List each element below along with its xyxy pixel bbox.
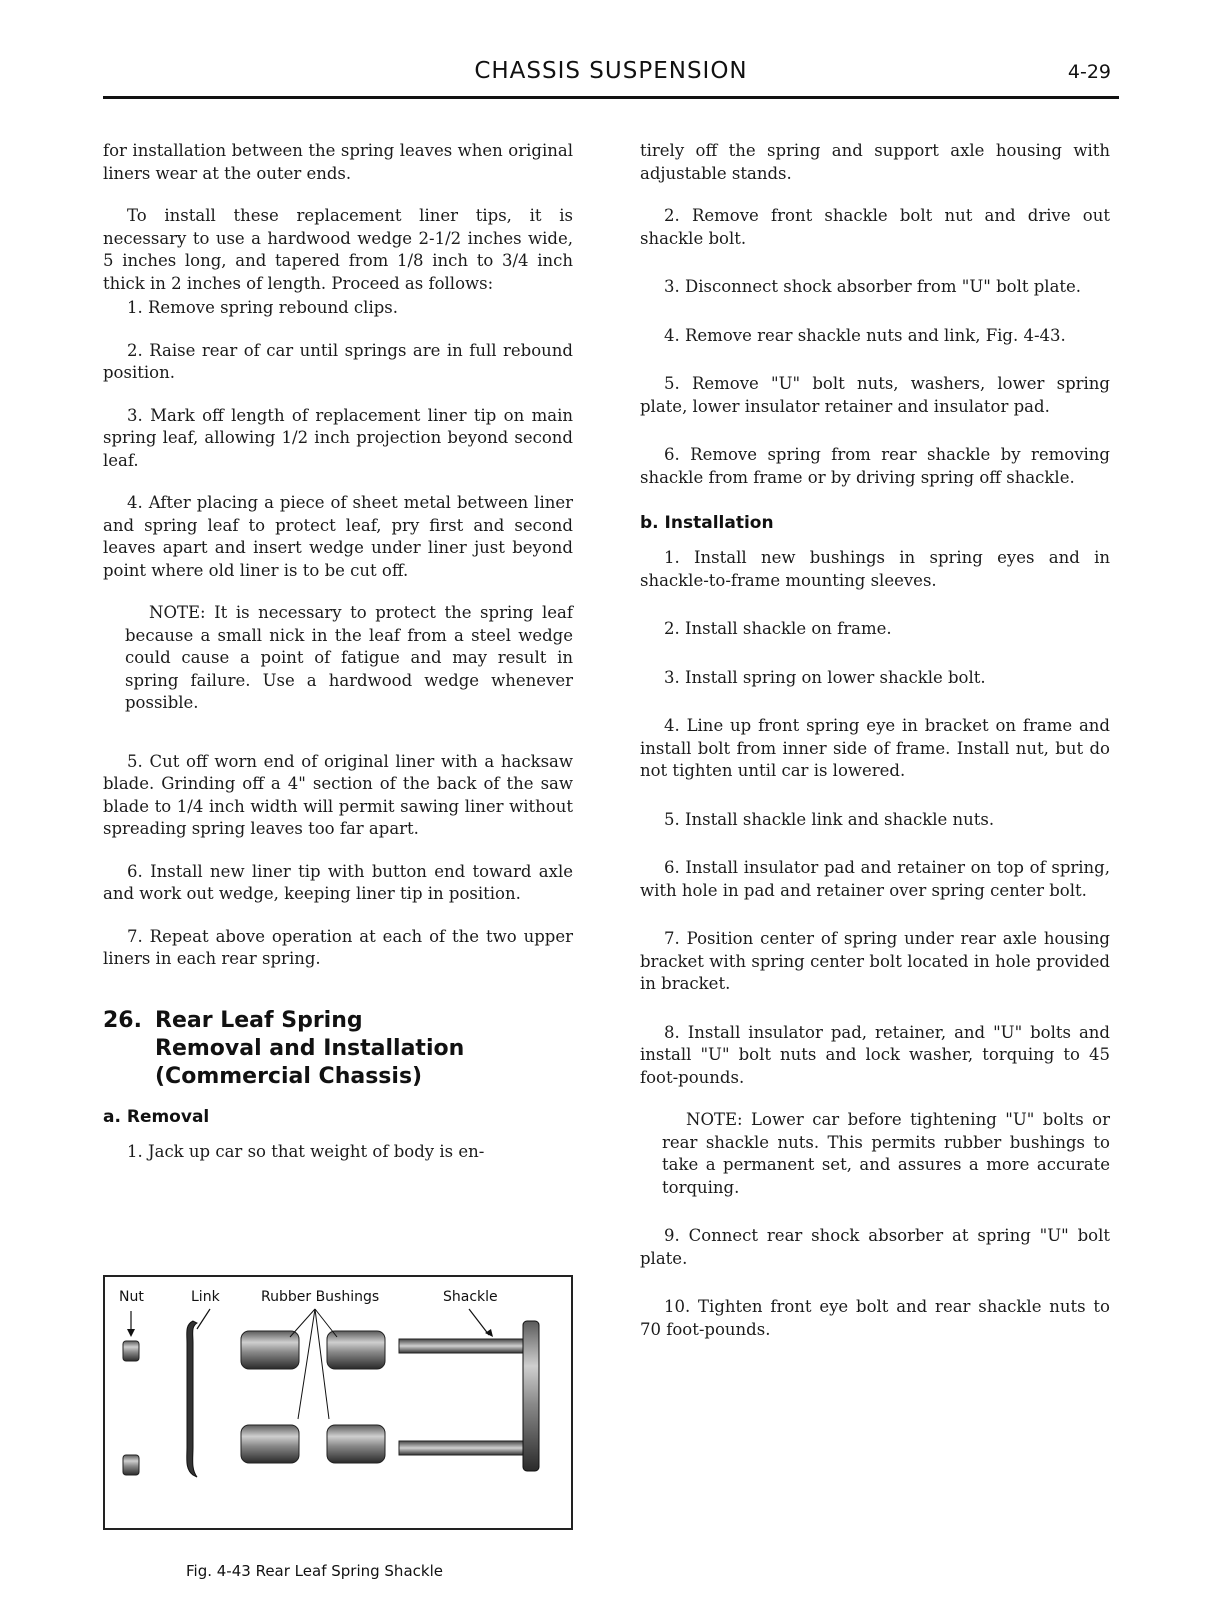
step-item: 6. Install new liner tip with button end toward axle and work out wedge, keeping liner tip in position. — [103, 861, 573, 903]
step-item: 5. Cut off worn end of original liner with a hacksaw blade. Grinding off a 4" section of the back of the saw blade to 1/4 inch width will permit sawing liner without spreading spring leaves too far apart. — [103, 751, 573, 838]
step-item: 9. Connect rear shock absorber at spring "U" bolt plate. — [640, 1226, 1110, 1268]
shackle-bolt-upper — [399, 1339, 529, 1353]
step-item: 4. After placing a piece of sheet metal between liner and spring leaf to protect leaf, pry first and second leaves apart and insert wedge under liner just beyond point where old liner is to be cut off. — [103, 493, 573, 580]
step-item: 3. Install spring on lower shackle bolt. — [664, 667, 986, 687]
shackle-bolt-lower — [399, 1441, 529, 1455]
link-arrow — [197, 1309, 210, 1329]
left-column — [103, 140, 573, 1183]
step-item: 4. Line up front spring eye in bracket on frame and install bolt from inner side of frame. Install nut, but do not tighten until car is lowered. — [640, 716, 1110, 780]
step-item: 2. Remove front shackle bolt nut and drive out shackle bolt. — [640, 206, 1110, 248]
shackle-illustration — [105, 1277, 571, 1528]
label-rubber-bushings: Rubber Bushings — [261, 1289, 380, 1305]
figure-caption: Fig. 4-43 Rear Leaf Spring Shackle — [186, 1562, 443, 1580]
step-item: 3. Mark off length of replacement liner tip on main spring leaf, allowing 1/2 inch projection beyond second leaf. — [103, 405, 573, 470]
paragraph: To install these replacement liner tips, it is necessary to use a hardwood wedge 2-1/2 inches wide, 5 inches long, and tapered from 1/8 inch to 3/4 inch thick in 2 inches of length. Proceed as follows: — [103, 206, 573, 293]
step-item: 2. Install shackle on frame. — [664, 619, 892, 638]
bushing-lower-left — [241, 1425, 299, 1463]
step-item: 7. Repeat above operation at each of the two upper liners in each rear spring. — [103, 926, 573, 968]
section-title-line: (Commercial Chassis) — [155, 1063, 423, 1089]
paragraph: for installation between the spring leaves when original liners wear at the outer ends. — [103, 141, 573, 183]
step-item: 6. Install insulator pad and retainer on top of spring, with hole in pad and retainer over spring center bolt. — [640, 858, 1110, 900]
right-column — [640, 140, 1110, 1361]
section-title-line: Rear Leaf Spring — [155, 1007, 363, 1033]
step-item: 1. Jack up car so that weight of body is en- — [127, 1141, 485, 1161]
section-title-line: Removal and Installation — [155, 1035, 465, 1061]
label-link: Link — [191, 1289, 220, 1305]
label-nut: Nut — [119, 1289, 144, 1305]
note: NOTE: Lower car before tightening "U" bolts or rear shackle nuts. This permits rubber bushings to take a permanent set, and assures a more accurate torquing. — [662, 1110, 1110, 1197]
section-number: 26. — [103, 1007, 142, 1033]
subsection-heading: a. Removal — [103, 1106, 210, 1127]
label-shackle: Shackle — [443, 1289, 498, 1305]
step-item: 1. Install new bushings in spring eyes and in shackle-to-frame mounting sleeves. — [640, 548, 1110, 590]
shackle-arrow — [469, 1309, 489, 1335]
page-number: 4-29 — [1067, 61, 1111, 83]
paragraph: tirely off the spring and support axle housing with adjustable stands. — [640, 141, 1110, 183]
bushing-upper-right — [327, 1331, 385, 1369]
nut-lower — [123, 1455, 139, 1475]
nut-upper — [123, 1341, 139, 1361]
nut-arrowhead — [127, 1329, 135, 1337]
step-item: 5. Install shackle link and shackle nuts. — [664, 809, 995, 829]
step-item: 10. Tighten front eye bolt and rear shackle nuts to 70 foot-pounds. — [640, 1297, 1110, 1339]
step-item: 5. Remove "U" bolt nuts, washers, lower spring plate, lower insulator retainer and insulator pad. — [640, 374, 1110, 416]
note: NOTE: It is necessary to protect the spring leaf because a small nick in the leaf from a steel wedge could cause a point of fatigue and may result in spring failure. Use a hardwood wedge whenever possible. — [125, 603, 573, 712]
page-header — [103, 56, 1119, 99]
step-item: 6. Remove spring from rear shackle by removing shackle from frame or by driving spring off shackle. — [640, 445, 1110, 487]
subsection-heading: b. Installation — [640, 513, 774, 533]
shackle-side-plate — [523, 1321, 539, 1471]
figure-rear-leaf-spring-shackle — [103, 1275, 573, 1530]
step-item: 1. Remove spring rebound clips. — [127, 298, 398, 317]
page-title: CHASSIS SUSPENSION — [474, 58, 748, 84]
step-item: 7. Position center of spring under rear axle housing bracket with spring center bolt located in hole provided in bracket. — [640, 929, 1110, 993]
bushing-arrow — [315, 1309, 329, 1419]
step-item: 2. Raise rear of car until springs are in full rebound position. — [103, 340, 573, 382]
step-item: 3. Disconnect shock absorber from "U" bolt plate. — [664, 277, 1082, 296]
shackle-arrowhead — [485, 1329, 493, 1337]
section-heading — [103, 1007, 573, 1091]
shackle-link — [187, 1321, 197, 1477]
step-item: 4. Remove rear shackle nuts and link, Fig. 4-43. — [664, 325, 1066, 345]
bushing-lower-right — [327, 1425, 385, 1463]
step-item: 8. Install insulator pad, retainer, and "U" bolts and install "U" bolt nuts and lock washer, torquing to 45 foot-pounds. — [640, 1022, 1110, 1087]
